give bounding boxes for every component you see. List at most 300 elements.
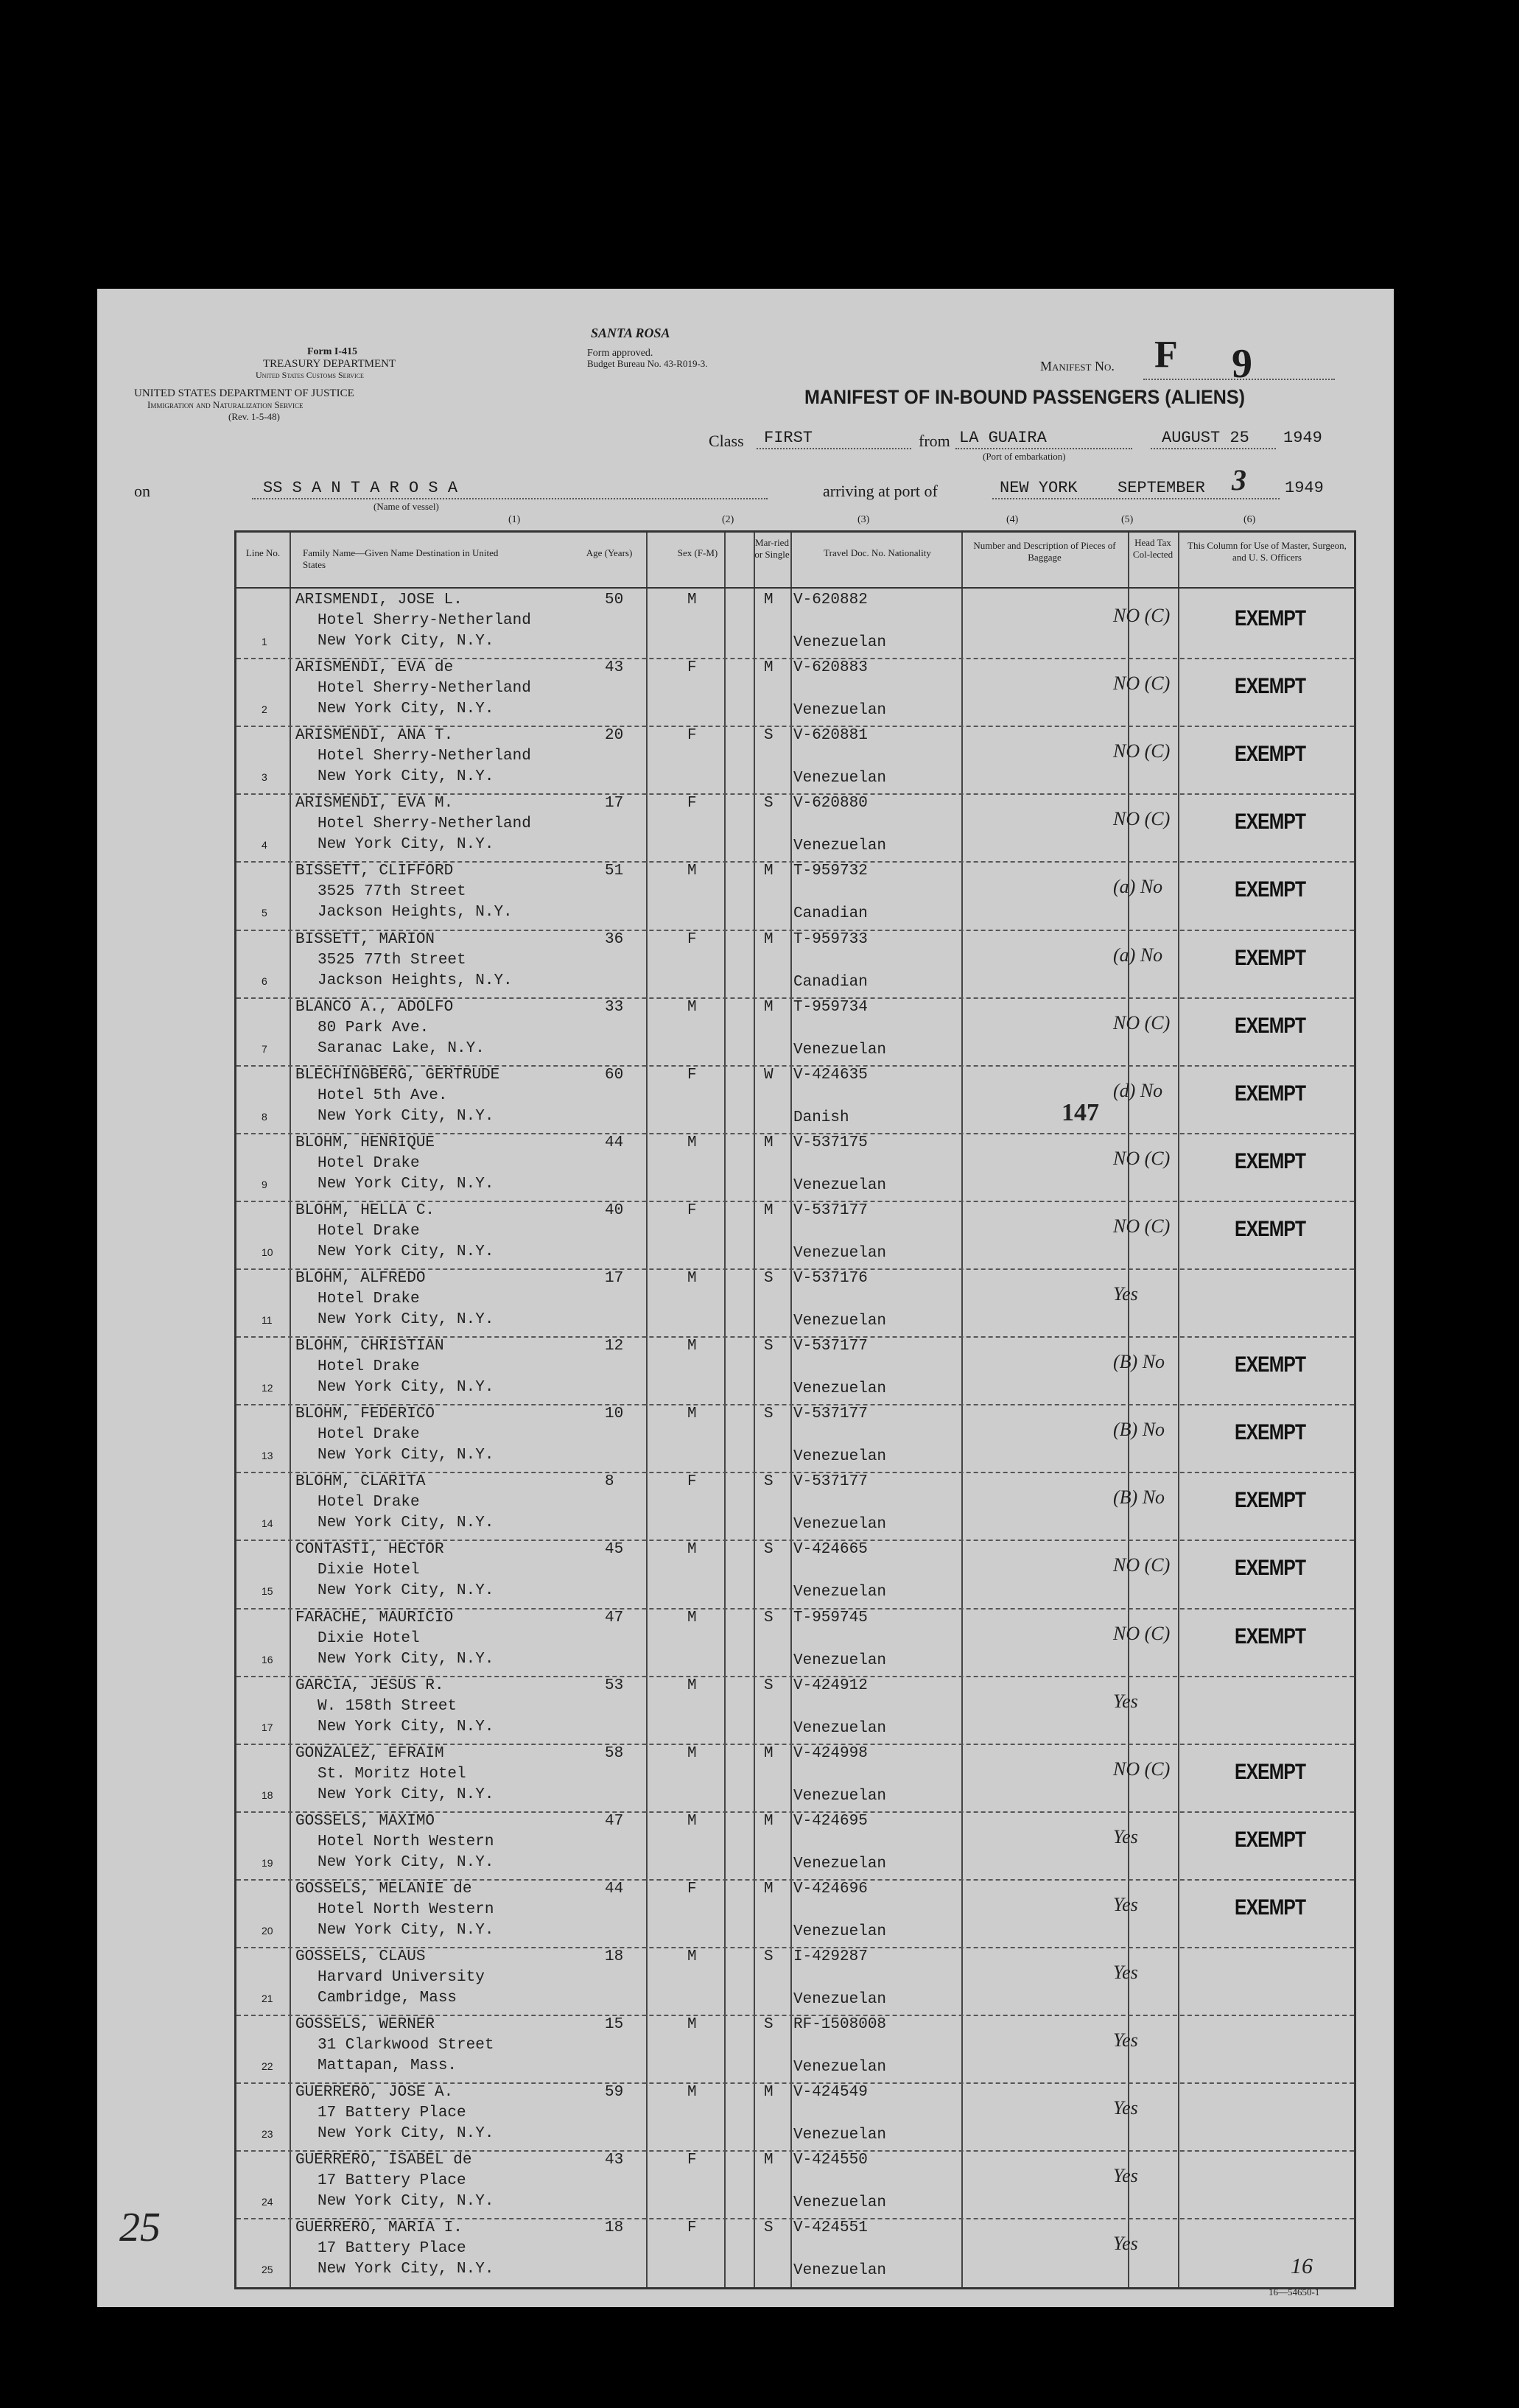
travel-doc-number: V-620882 — [793, 592, 868, 608]
age: 40 — [605, 1201, 624, 1219]
head-tax-mark: NO (C) — [1113, 740, 1171, 762]
arrival-day: 3 — [1232, 463, 1246, 496]
head-tax-mark: Yes — [1113, 2029, 1138, 2051]
officer-stamp: EXEMPT — [1235, 1081, 1306, 1106]
from-value: LA GUAIRA — [959, 429, 1047, 447]
marital-status: M — [764, 2084, 773, 2102]
line-number: 9 — [262, 1178, 267, 1190]
header-married: Mar-ried or Single — [754, 537, 790, 561]
passenger-name: BLOHM, HENRIQUE — [295, 1134, 435, 1151]
passenger-name: GUERRERO, MARIA I. — [295, 2219, 463, 2237]
age: 60 — [605, 1066, 624, 1084]
table-row — [236, 1065, 1354, 1133]
passenger-name: BISSETT, CLIFFORD — [295, 863, 454, 880]
column-number: (5) — [1121, 514, 1134, 525]
marital-status: S — [764, 1677, 773, 1694]
passenger-name: GOSSELS, MELANIE de — [295, 1880, 472, 1898]
travel-doc-number: V-537177 — [793, 1201, 868, 1219]
nationality: Venezuelan — [793, 1176, 887, 1194]
sex: F — [687, 2219, 697, 2237]
on-label: on — [134, 482, 150, 500]
arrival-date: SEPTEMBER — [1118, 479, 1205, 497]
passenger-name: GUERRERO, ISABEL de — [295, 2152, 472, 2169]
destination-line-2: New York City, N.Y. — [318, 1718, 494, 1735]
customs-service: United States Customs Service — [256, 370, 364, 380]
line-number: 25 — [262, 2264, 273, 2276]
head-tax-mark: (B) No — [1113, 1419, 1165, 1441]
nationality: Venezuelan — [793, 1244, 887, 1262]
age: 53 — [605, 1677, 624, 1694]
age: 15 — [605, 2016, 624, 2034]
header-sex: Sex (F-M) — [677, 547, 718, 558]
age: 17 — [605, 795, 624, 812]
destination-line-2: New York City, N.Y. — [318, 1650, 494, 1668]
destination-line-2: New York City, N.Y. — [318, 2125, 494, 2143]
destination-line-1: Hotel Drake — [318, 1222, 420, 1240]
officer-stamp: EXEMPT — [1235, 1013, 1306, 1038]
age: 8 — [605, 1473, 614, 1491]
destination-line-2: New York City, N.Y. — [318, 1514, 494, 1532]
officer-stamp: EXEMPT — [1235, 1420, 1306, 1445]
officer-stamp: EXEMPT — [1235, 1148, 1306, 1173]
marital-status: S — [764, 1948, 773, 1965]
nationality: Venezuelan — [793, 1448, 887, 1466]
head-tax-mark: NO (C) — [1113, 673, 1171, 695]
officer-stamp: EXEMPT — [1235, 877, 1306, 902]
marital-status: S — [764, 2219, 773, 2237]
marital-status: S — [764, 1609, 773, 1626]
destination-line-2: New York City, N.Y. — [318, 2193, 494, 2211]
travel-doc-number: V-537177 — [793, 1405, 868, 1423]
sex: F — [687, 659, 697, 677]
destination-line-2: New York City, N.Y. — [318, 1311, 494, 1328]
destination-line-1: St. Moritz Hotel — [318, 1765, 466, 1783]
table-row — [236, 793, 1354, 861]
line-number: 2 — [262, 703, 267, 716]
nationality: Venezuelan — [793, 702, 887, 720]
destination-line-1: Hotel Drake — [318, 1291, 420, 1307]
sex: M — [687, 1609, 697, 1626]
head-tax-mark: NO (C) — [1113, 1758, 1171, 1780]
sex: M — [687, 1812, 697, 1830]
passenger-name: ARISMENDI, EVA M. — [295, 795, 454, 812]
sex: M — [687, 1338, 697, 1355]
head-tax-mark: NO (C) — [1113, 1011, 1171, 1033]
travel-doc-number: V-424998 — [793, 1744, 868, 1762]
sex: F — [687, 795, 697, 812]
travel-doc-number: RF-1508008 — [793, 2016, 887, 2034]
passenger-name: GUERRERO, JOSE A. — [295, 2084, 454, 2102]
passenger-name: BLOHM, FEDERICO — [295, 1405, 435, 1423]
head-tax-mark: (a) No — [1113, 944, 1163, 966]
sex: F — [687, 1066, 697, 1084]
officer-stamp: EXEMPT — [1235, 1352, 1306, 1377]
age: 58 — [605, 1744, 624, 1762]
destination-line-2: Mattapan, Mass. — [318, 2057, 457, 2075]
destination-line-1: 3525 77th Street — [318, 883, 466, 901]
head-tax-mark: Yes — [1113, 1283, 1138, 1305]
justice-dept: UNITED STATES DEPARTMENT OF JUSTICE — [134, 387, 354, 399]
destination-line-2: Cambridge, Mass — [318, 1990, 457, 2007]
travel-doc-number: V-537177 — [793, 1473, 868, 1491]
destination-line-1: Dixie Hotel — [318, 1562, 420, 1579]
officer-stamp: EXEMPT — [1235, 1827, 1306, 1852]
sex: M — [687, 1677, 697, 1694]
travel-doc-number: I-429287 — [793, 1948, 868, 1965]
sex: F — [687, 1473, 697, 1491]
marital-status: M — [764, 1134, 773, 1151]
nationality: Canadian — [793, 973, 868, 991]
destination-line-2: New York City, N.Y. — [318, 1447, 494, 1464]
sex: M — [687, 863, 697, 880]
header-tax: Head Tax Col-lected — [1132, 537, 1174, 561]
table-row — [236, 1540, 1354, 1607]
table-row — [236, 1404, 1354, 1472]
marital-status: S — [764, 1270, 773, 1287]
table-row — [236, 2150, 1354, 2218]
officer-stamp: EXEMPT — [1235, 945, 1306, 970]
column-number: (4) — [1006, 514, 1019, 525]
sex: M — [687, 1134, 697, 1151]
passenger-name: CONTASTI, HECTOR — [295, 1541, 444, 1559]
table-row — [236, 1811, 1354, 1879]
form-approved: Form approved. — [587, 348, 653, 359]
marital-status: M — [764, 863, 773, 880]
marital-status: M — [764, 1880, 773, 1898]
officer-stamp: EXEMPT — [1235, 1216, 1306, 1241]
destination-line-1: 3525 77th Street — [318, 951, 466, 969]
travel-doc-number: V-424550 — [793, 2152, 868, 2169]
passenger-name: GOSSELS, MAXIMO — [295, 1812, 435, 1830]
manifest-no-label: Manifest No. — [1040, 359, 1115, 373]
age: 45 — [605, 1541, 624, 1559]
age: 51 — [605, 863, 624, 880]
header-baggage: Number and Description of Pieces of Baggage — [973, 540, 1116, 564]
travel-doc-number: V-424696 — [793, 1880, 868, 1898]
class-value: FIRST — [764, 429, 813, 447]
destination-line-2: Jackson Heights, N.Y. — [318, 904, 513, 922]
sex: M — [687, 1270, 697, 1287]
officer-stamp: EXEMPT — [1235, 606, 1306, 631]
sex: M — [687, 1405, 697, 1423]
marital-status: S — [764, 1338, 773, 1355]
travel-doc-number: V-424912 — [793, 1677, 868, 1694]
sex: M — [687, 2016, 697, 2034]
destination-line-2: New York City, N.Y. — [318, 1379, 494, 1397]
passenger-name: GOSSELS, WERNER — [295, 2016, 435, 2034]
manifest-number: 9 — [1232, 341, 1252, 387]
column-number: (6) — [1243, 514, 1256, 525]
header-travel: Travel Doc. No. Nationality — [824, 547, 931, 558]
manifest-prefix: F — [1154, 334, 1178, 376]
head-tax-mark: NO (C) — [1113, 1147, 1171, 1169]
head-tax-mark: Yes — [1113, 1690, 1138, 1712]
age: 12 — [605, 1338, 624, 1355]
head-tax-mark: (d) No — [1113, 1079, 1163, 1101]
line-number: 4 — [262, 839, 267, 852]
sex: F — [687, 1880, 697, 1898]
sex: M — [687, 2084, 697, 2102]
head-tax-mark: (a) No — [1113, 876, 1163, 898]
nationality: Venezuelan — [793, 1516, 887, 1534]
head-tax-mark: (B) No — [1113, 1351, 1165, 1373]
travel-doc-number: V-424549 — [793, 2084, 868, 2102]
head-tax-mark: NO (C) — [1113, 808, 1171, 830]
destination-line-1: 17 Battery Place — [318, 2240, 466, 2258]
age: 44 — [605, 1134, 624, 1151]
main-title: MANIFEST OF IN-BOUND PASSENGERS (ALIENS) — [804, 386, 1246, 408]
head-tax-mark: NO (C) — [1113, 1215, 1171, 1237]
sex: M — [687, 1744, 697, 1762]
line-number: 13 — [262, 1450, 273, 1462]
passenger-name: BISSETT, MARION — [295, 930, 435, 948]
head-tax-mark: Yes — [1113, 2097, 1138, 2119]
line-number: 11 — [262, 1314, 273, 1326]
nationality: Venezuelan — [793, 1991, 887, 2008]
line-number: 12 — [262, 1382, 273, 1394]
age: 44 — [605, 1880, 624, 1898]
table-row — [236, 861, 1354, 929]
header-line-no: Line No. — [245, 547, 281, 558]
officer-stamp: EXEMPT — [1235, 742, 1306, 767]
line-number: 3 — [262, 771, 267, 784]
line-number: 15 — [262, 1585, 273, 1598]
destination-line-1: 17 Battery Place — [318, 2105, 466, 2122]
port-caption: (Port of embarkation) — [983, 451, 1066, 462]
line-number: 14 — [262, 1517, 273, 1530]
travel-doc-number: V-424695 — [793, 1812, 868, 1830]
destination-line-2: New York City, N.Y. — [318, 836, 494, 854]
line-number: 24 — [262, 2196, 273, 2208]
destination-line-2: New York City, N.Y. — [318, 1175, 494, 1193]
passenger-table — [234, 530, 1356, 2289]
destination-line-1: Hotel Drake — [318, 1426, 420, 1444]
destination-line-2: New York City, N.Y. — [318, 1853, 494, 1871]
nationality: Venezuelan — [793, 634, 887, 651]
destination-line-1: Harvard University — [318, 1969, 485, 1986]
officer-stamp: EXEMPT — [1235, 810, 1306, 835]
class-label: Class — [709, 432, 744, 450]
header-officers: This Column for Use of Master, Surgeon, and U. S. Officers — [1188, 540, 1347, 564]
destination-line-2: New York City, N.Y. — [318, 1107, 494, 1125]
nationality: Venezuelan — [793, 1313, 887, 1330]
destination-line-1: Hotel North Western — [318, 1833, 494, 1850]
sex: F — [687, 930, 697, 948]
header-age: Age (Years) — [586, 547, 633, 558]
age: 33 — [605, 998, 624, 1016]
officer-stamp: EXEMPT — [1235, 1556, 1306, 1581]
travel-doc-number: V-537176 — [793, 1270, 868, 1287]
travel-doc-number: T-959733 — [793, 930, 868, 948]
destination-line-1: Hotel Sherry-Netherland — [318, 612, 531, 629]
vessel-name-top: SANTA ROSA — [591, 326, 670, 340]
head-tax-mark: Yes — [1113, 1825, 1138, 1847]
line-number: 23 — [262, 2128, 273, 2141]
table-row — [236, 2218, 1354, 2286]
table-row — [236, 1201, 1354, 1268]
vessel-value: SS S A N T A R O S A — [263, 479, 458, 497]
officer-stamp: EXEMPT — [1235, 1759, 1306, 1784]
table-row — [236, 1336, 1354, 1404]
passenger-name: GOSSELS, CLAUS — [295, 1948, 426, 1965]
nationality: Venezuelan — [793, 2059, 887, 2077]
destination-line-1: 80 Park Ave. — [318, 1019, 429, 1036]
age: 36 — [605, 930, 624, 948]
destination-line-2: Saranac Lake, N.Y. — [318, 1039, 485, 1057]
table-row — [236, 726, 1354, 793]
table-row — [236, 1947, 1354, 2015]
sex: M — [687, 1541, 697, 1559]
manifest-sheet — [97, 289, 1394, 2307]
destination-line-2: New York City, N.Y. — [318, 768, 494, 786]
officer-stamp: EXEMPT — [1235, 1895, 1306, 1920]
head-tax-mark: Yes — [1113, 1893, 1138, 1915]
line-number: 1 — [262, 636, 267, 647]
nationality: Venezuelan — [793, 2127, 887, 2144]
nationality: Venezuelan — [793, 2194, 887, 2212]
age: 47 — [605, 1812, 624, 1830]
destination-line-1: Hotel Sherry-Netherland — [318, 815, 531, 833]
nationality: Venezuelan — [793, 770, 887, 787]
table-row — [236, 1268, 1354, 1336]
column-number: (1) — [508, 514, 521, 525]
destination-line-1: Hotel Drake — [318, 1154, 420, 1172]
travel-doc-number: V-424551 — [793, 2219, 868, 2237]
line-number: 19 — [262, 1856, 273, 1869]
arrival-port: NEW YORK — [1000, 479, 1078, 497]
destination-line-1: Hotel Sherry-Netherland — [318, 680, 531, 698]
line-number: 17 — [262, 1721, 273, 1733]
age: 43 — [605, 2152, 624, 2169]
revision: (Rev. 1-5-48) — [228, 411, 280, 422]
destination-line-2: New York City, N.Y. — [318, 1786, 494, 1803]
nationality: Canadian — [793, 905, 868, 923]
travel-doc-number: V-620881 — [793, 727, 868, 745]
line-number: 6 — [262, 975, 267, 987]
table-row — [236, 1608, 1354, 1676]
nationality: Venezuelan — [793, 2262, 887, 2280]
passenger-name: ARISMENDI, JOSE L. — [295, 592, 463, 608]
line-number: 18 — [262, 1789, 273, 1801]
nationality: Venezuelan — [793, 838, 887, 855]
passenger-name: BLOHM, CLARITA — [295, 1473, 426, 1491]
marital-status: W — [764, 1066, 773, 1084]
sex: F — [687, 1201, 697, 1219]
age: 18 — [605, 2219, 624, 2237]
destination-line-1: 17 Battery Place — [318, 2172, 466, 2190]
passenger-name: BLOHM, CHRISTIAN — [295, 1338, 444, 1355]
header-name: Family Name—Given Name Destination in United States — [303, 547, 499, 571]
year-2: 1949 — [1285, 479, 1324, 497]
passenger-name: ARISMENDI, EVA de — [295, 659, 454, 677]
head-tax-mark: Yes — [1113, 1962, 1138, 1983]
table-row — [236, 658, 1354, 726]
arriving-label: arriving at port of — [823, 482, 938, 500]
marital-status: M — [764, 998, 773, 1016]
travel-doc-number: T-959745 — [793, 1609, 868, 1626]
sex: F — [687, 2152, 697, 2169]
passenger-name: ARISMENDI, ANA T. — [295, 727, 454, 745]
table-row — [236, 1676, 1354, 1744]
destination-line-2: New York City, N.Y. — [318, 1582, 494, 1600]
table-row — [236, 2082, 1354, 2150]
budget-bureau: Budget Bureau No. 43-R019-3. — [587, 358, 708, 369]
head-tax-mark: NO (C) — [1113, 1554, 1171, 1576]
age: 43 — [605, 659, 624, 677]
marital-status: M — [764, 1201, 773, 1219]
destination-line-2: New York City, N.Y. — [318, 1921, 494, 1939]
travel-doc-number: V-537175 — [793, 1134, 868, 1151]
sex: M — [687, 592, 697, 608]
officer-stamp: EXEMPT — [1235, 674, 1306, 699]
nationality: Venezuelan — [793, 1584, 887, 1601]
destination-line-1: Hotel Sherry-Netherland — [318, 748, 531, 765]
sex: M — [687, 1948, 697, 1965]
travel-doc-number: T-959734 — [793, 998, 868, 1016]
marital-status: S — [764, 1541, 773, 1559]
passenger-name: BLOHM, ALFREDO — [295, 1270, 426, 1287]
travel-doc-number: V-620883 — [793, 659, 868, 677]
officer-stamp: EXEMPT — [1235, 1488, 1306, 1513]
marital-status: S — [764, 795, 773, 812]
destination-line-1: W. 158th Street — [318, 1697, 457, 1715]
footer-code: 16—54650-1 — [1269, 2286, 1320, 2298]
table-row — [236, 1472, 1354, 1540]
baggage-count: 147 — [1062, 1098, 1099, 1126]
travel-doc-number: V-537177 — [793, 1338, 868, 1355]
marital-status: M — [764, 592, 773, 608]
age: 47 — [605, 1609, 624, 1626]
nationality: Venezuelan — [793, 1719, 887, 1737]
nationality: Danish — [793, 1109, 849, 1126]
marital-status: M — [764, 1744, 773, 1762]
ins-service: Immigration and Naturalization Service — [147, 399, 304, 410]
from-label: from — [919, 432, 950, 450]
travel-doc-number: V-620880 — [793, 795, 868, 812]
passenger-name: BLECHINGBERG, GERTRUDE — [295, 1066, 500, 1084]
table-row — [236, 1879, 1354, 1947]
line-number: 5 — [262, 907, 267, 919]
line-number: 8 — [262, 1110, 267, 1123]
line-number: 22 — [262, 2060, 273, 2073]
line-number: 16 — [262, 1653, 273, 1665]
destination-line-2: New York City, N.Y. — [318, 2261, 494, 2278]
column-number: (3) — [857, 514, 870, 525]
nationality: Venezuelan — [793, 1041, 887, 1059]
line-number: 10 — [262, 1246, 273, 1258]
margin-mark: 25 — [119, 2205, 161, 2250]
marital-status: S — [764, 1405, 773, 1423]
head-tax-mark: Yes — [1113, 2165, 1138, 2187]
age: 50 — [605, 592, 624, 608]
age: 17 — [605, 1270, 624, 1287]
head-tax-mark: NO (C) — [1113, 1622, 1171, 1644]
line-number: 7 — [262, 1042, 267, 1055]
age: 18 — [605, 1948, 624, 1965]
table-row — [236, 1133, 1354, 1201]
table-row — [236, 930, 1354, 997]
destination-line-1: Hotel Drake — [318, 1358, 420, 1376]
marital-status: S — [764, 727, 773, 745]
age: 59 — [605, 2084, 624, 2102]
destination-line-1: Dixie Hotel — [318, 1629, 420, 1647]
destination-line-1: 31 Clarkwood Street — [318, 2037, 494, 2054]
destination-line-1: Hotel North Western — [318, 1900, 494, 1918]
table-row — [236, 997, 1354, 1065]
nationality: Venezuelan — [793, 1380, 887, 1398]
nationality: Venezuelan — [793, 1651, 887, 1669]
age: 10 — [605, 1405, 624, 1423]
